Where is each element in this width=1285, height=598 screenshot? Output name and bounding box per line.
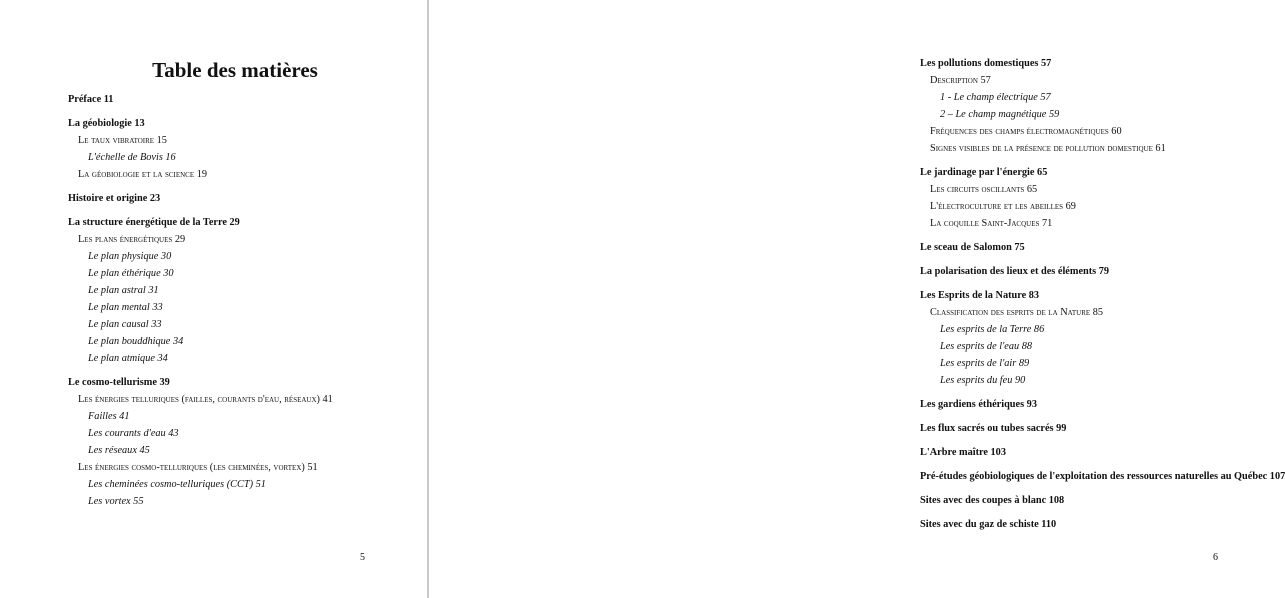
toc-heading: La polarisation des lieux et des éléments 79 [920,266,1110,277]
toc-heading: La géobiologie 13 [68,118,145,129]
toc-subsection: Les réseaux 45 [88,445,150,456]
toc-subsection: Les vortex 55 [88,496,144,507]
toc-subsection: Le plan physique 30 [88,251,172,262]
page-number-right: 6 [1213,552,1218,563]
toc-heading: Sites avec des coupes à blanc 108 [920,495,1065,506]
toc-heading: Préface 11 [68,94,114,105]
toc-subsection: Le plan bouddhique 34 [88,336,184,347]
toc-heading: Histoire et origine 23 [68,193,161,204]
toc-section: Description 57 [930,75,991,86]
toc-heading: La structure énergétique de la Terre 29 [68,217,240,228]
toc-subsection: 2 – Le champ magnétique 59 [940,109,1060,120]
toc-subsection: Les esprits de l'eau 88 [940,341,1033,352]
toc-section: La coquille Saint-Jacques 71 [930,218,1053,229]
toc-right-list [920,55,1285,533]
toc-title: Table des matières [152,58,318,82]
toc-section: Les circuits oscillants 65 [930,184,1038,195]
toc-section: Signes visibles de la présence de pollution domestique 61 [930,143,1166,154]
toc-heading: Les pollutions domestiques 57 [920,58,1052,69]
toc-heading: Les Esprits de la Nature 83 [920,290,1040,301]
toc-section: Les énergies cosmo-telluriques (les cheminées, vortex) 51 [78,462,318,473]
toc-section: Classification des esprits de la Nature 85 [930,307,1104,318]
toc-subsection: 1 - Le champ électrique 57 [940,92,1051,103]
toc-subsection: Le plan atmique 34 [88,353,168,364]
toc-section: La géobiologie et la science 19 [78,169,207,180]
toc-heading: Le cosmo-tellurisme 39 [68,377,170,388]
toc-subsection: Le plan éthérique 30 [88,268,174,279]
toc-subsection: Les cheminées cosmo-telluriques (CCT) 51 [88,479,266,490]
toc-heading: Les flux sacrés ou tubes sacrés 99 [920,423,1067,434]
toc-heading: Les gardiens éthériques 93 [920,399,1037,410]
toc-subsection: Les esprits de l'air 89 [940,358,1030,369]
page-number-left: 5 [360,552,365,563]
toc-subsection: Le plan mental 33 [88,302,163,313]
right-page [429,0,1285,598]
toc-subsection: Les esprits de la Terre 86 [940,324,1045,335]
toc-section: Les plans énergétiques 29 [78,234,186,245]
toc-subsection: Le plan astral 31 [88,285,159,296]
toc-heading: Sites avec du gaz de schiste 110 [920,519,1057,530]
toc-heading: Le sceau de Salomon 75 [920,242,1025,253]
toc-section: Fréquences des champs électromagnétiques 60 [930,126,1122,137]
toc-subsection: Le plan causal 33 [88,319,162,330]
toc-section: L'électroculture et les abeilles 69 [930,201,1076,212]
left-page [0,0,428,598]
toc-subsection: Failles 41 [88,411,130,422]
toc-subsection: L'échelle de Bovis 16 [88,152,176,163]
toc-section: Le taux vibratoire 15 [78,135,167,146]
toc-subsection: Les courants d'eau 43 [88,428,179,439]
toc-heading: Pré-études géobiologiques de l'exploitation des ressources naturelles au Québec 107 [920,471,1285,482]
toc-section: Les énergies telluriques (failles, courants d'eau, réseaux) 41 [78,394,333,405]
toc-heading: L'Arbre maître 103 [920,447,1006,458]
toc-subsection: Les esprits du feu 90 [940,375,1026,386]
toc-heading: Le jardinage par l'énergie 65 [920,167,1048,178]
toc-left-list [68,91,368,510]
